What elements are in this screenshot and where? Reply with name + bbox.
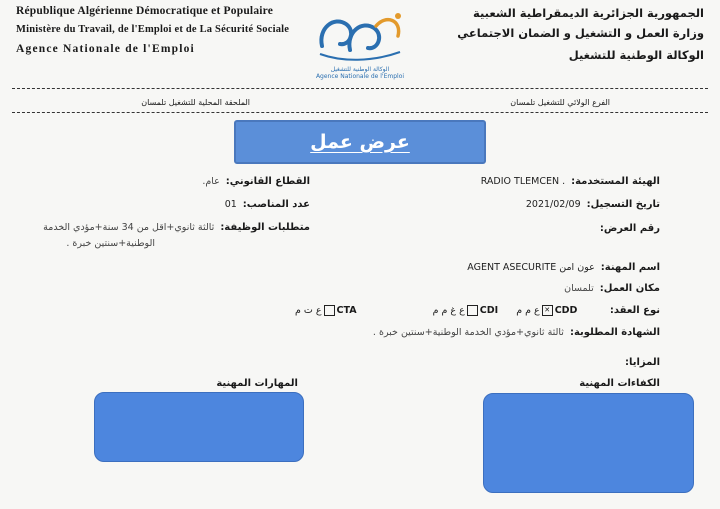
page-title: عرض عمل (310, 131, 410, 153)
header-ar-line1: الجمهورية الجزائرية الديمقراطية الشعبية (472, 6, 704, 20)
degree-row (373, 327, 660, 338)
contract-option-cdd[interactable] (516, 305, 577, 316)
header-fr-line3: Agence Nationale de l'Emploi (16, 43, 195, 55)
logo-text-ar: الوكالة الوطنية للتشغيل (330, 66, 390, 73)
header-ar-line2: وزارة العمل و التشغيل و الضمان الاجتماعي (457, 26, 704, 40)
header-fr-line2: Ministère du Travail, de l'Emploi et de La Sécurité Sociale (16, 24, 290, 35)
workplace-value: تلمسان (564, 283, 594, 294)
header-ar-line3: الوكالة الوطنية للتشغيل (568, 48, 704, 62)
offer-number-label: رقم العرض: (599, 223, 660, 234)
competencies-row (579, 371, 660, 390)
positions-label: عدد المناصب: (242, 199, 310, 210)
job-name-row (467, 262, 660, 273)
redacted-competencies-block (483, 393, 694, 493)
workplace-label: مكان العمل: (599, 283, 660, 294)
skills-label: المهارات المهنية (216, 378, 298, 389)
title-box (234, 120, 486, 164)
logo-text-fr: Agence Nationale de l'Emploi (315, 73, 405, 80)
contract-type-label: نوع العقد: (609, 305, 660, 316)
agency-logo-icon (312, 6, 408, 62)
divider-bottom (12, 112, 708, 113)
legal-sector-value: عام. (202, 176, 220, 187)
registration-date-label: تاريخ التسجيل: (586, 199, 660, 210)
requirements-value-1: ثالثة ثانوي+اقل من 34 سنة+مؤدي الخدمة (43, 222, 215, 233)
contract-cdi-label: CDI (479, 305, 499, 316)
redacted-skills-block (94, 392, 304, 462)
contract-cdd-ar: ع م م (516, 305, 540, 316)
degree-value: ثالثة ثانوي+مؤدي الخدمة الوطنية+سنتين خبرة . (372, 327, 564, 338)
contract-cdd-label: CDD (554, 305, 578, 316)
legal-sector-label: القطاع القانوني: (225, 176, 310, 187)
checkbox-cta[interactable] (324, 305, 335, 316)
registration-date-row (526, 199, 660, 210)
competencies-label: الكفاءات المهنية (579, 378, 660, 389)
divider-top (12, 88, 708, 89)
requirements-value-2: الوطنية+سنتين خبرة . (66, 238, 155, 249)
contract-type-row (610, 305, 660, 316)
checkbox-cdi[interactable] (467, 305, 478, 316)
workplace-row (564, 283, 660, 294)
contract-option-cdi[interactable] (433, 305, 499, 316)
degree-label: الشهادة المطلوبة: (569, 327, 660, 338)
job-name-label: اسم المهنة: (600, 262, 660, 273)
employer-value: RADIO TLEMCEN . (480, 176, 566, 187)
employer-row (481, 176, 660, 187)
legal-sector-row (202, 176, 310, 187)
checkbox-cdd-checked[interactable]: ✕ (542, 305, 553, 316)
benefits-label: المزايا: (624, 357, 660, 368)
benefits-row (625, 350, 660, 369)
subheader-left: الملحقة المحلية للتشغيل تلمسان (141, 98, 250, 107)
positions-value: 01 (224, 199, 237, 210)
contract-cta-ar: ع ت م (295, 305, 322, 316)
contract-cdi-ar: ع غ م م (432, 305, 465, 316)
employer-label: الهيئة المستخدمة: (571, 176, 660, 187)
contract-cta-label: CTA (336, 305, 357, 316)
offer-number-row (600, 223, 660, 234)
contract-options (295, 305, 577, 316)
registration-date-value: 2021/02/09 (525, 199, 581, 210)
contract-option-cta[interactable] (295, 305, 357, 316)
positions-row (225, 199, 310, 210)
skills-row (216, 371, 298, 390)
header-fr-line1: République Algérienne Démocratique et Populaire (16, 5, 274, 17)
job-name-value: عون امن AGENT ASECURITE (467, 262, 595, 273)
requirements-label: متطلبات الوظيفة: (220, 222, 310, 233)
requirements-row (43, 222, 310, 233)
subheader-right: الفرع الولائي للتشغيل تلمسان (510, 98, 610, 107)
agency-logo (312, 6, 408, 82)
